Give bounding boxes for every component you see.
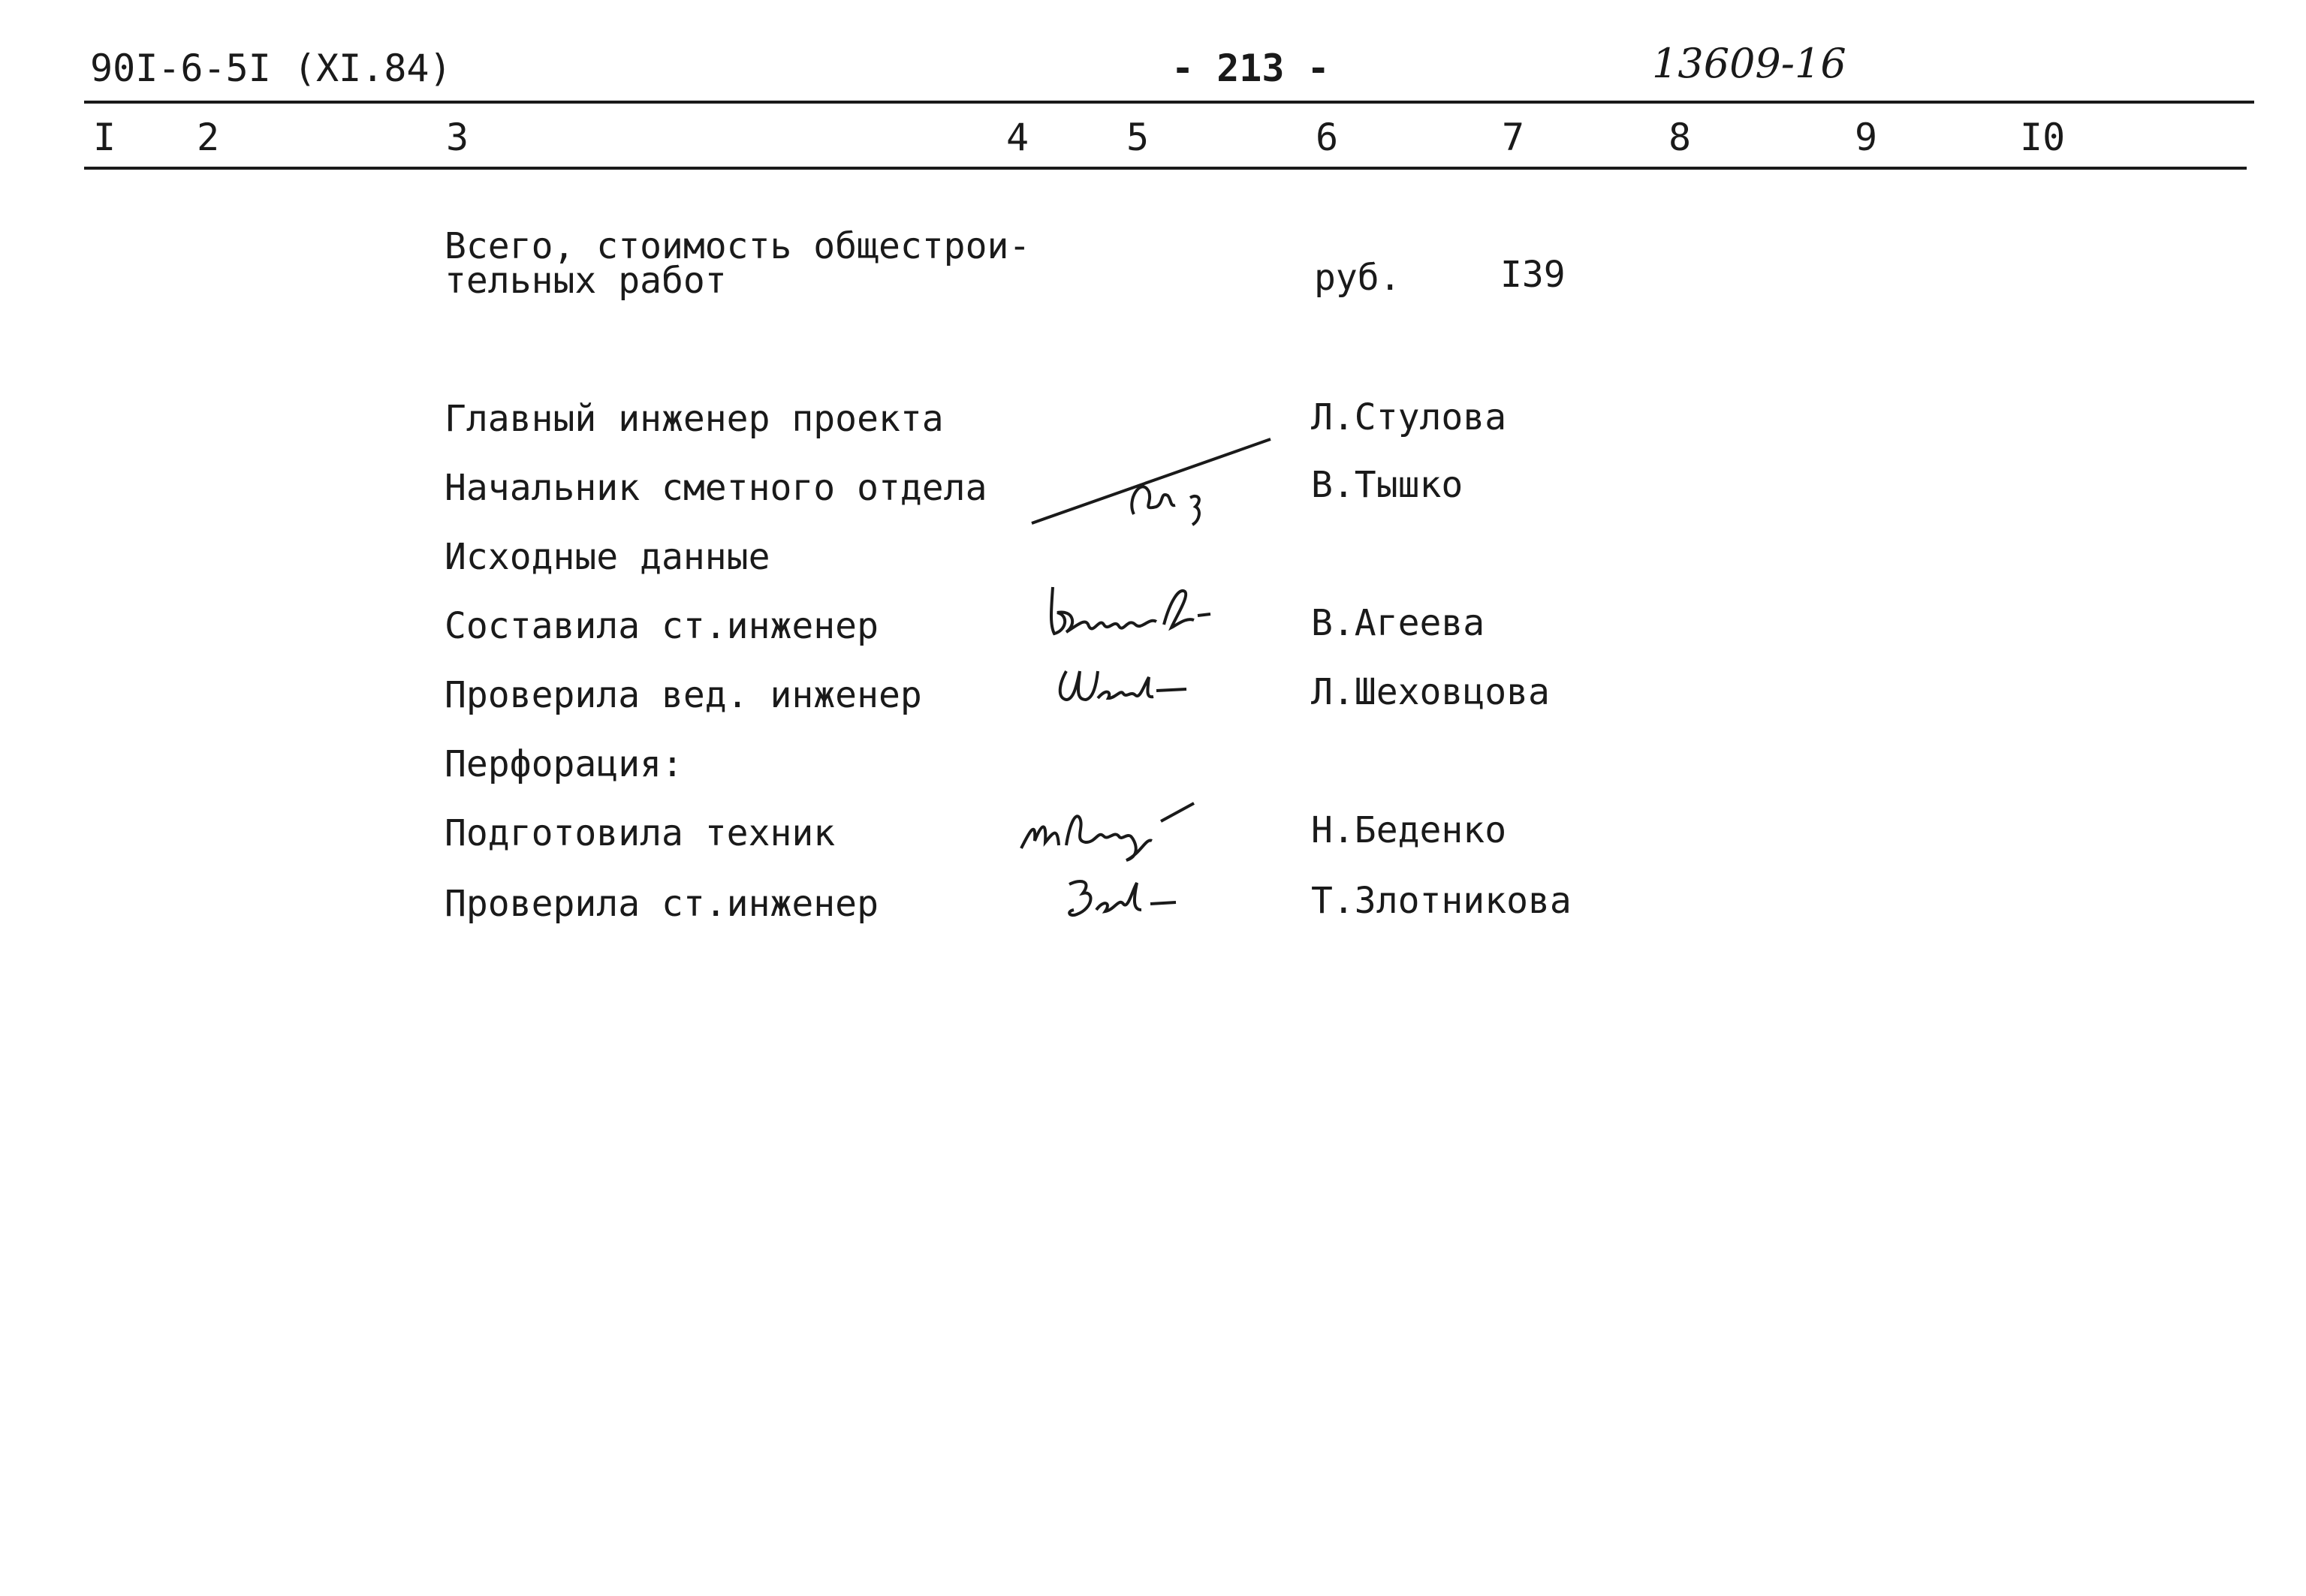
column-number: 3: [446, 116, 469, 159]
signature: [1051, 655, 1201, 715]
total-label-line2: тельных работ: [445, 260, 727, 302]
total-value: I39: [1500, 254, 1566, 296]
signature: [1029, 432, 1284, 537]
signature: [1044, 572, 1224, 647]
document-code: 90I-6-5I (XI.84): [90, 47, 452, 90]
total-label-line1: Всего, стоимость общестрои-: [445, 225, 1031, 267]
header-bottom-rule: [84, 167, 2247, 170]
total-unit: руб.: [1314, 257, 1401, 299]
column-number: 8: [1668, 116, 1692, 159]
signature: [1014, 788, 1209, 863]
approval-role: Составила ст.инженер: [445, 605, 879, 647]
approval-role: Проверила вед. инженер: [445, 674, 922, 716]
column-number: I0: [2020, 116, 2066, 159]
approval-name: Л.Шеховцова: [1311, 671, 1550, 713]
approval-role: Проверила ст.инженер: [445, 883, 879, 925]
approval-name: Т.Злотникова: [1311, 880, 1572, 922]
column-number: 2: [197, 116, 220, 159]
approval-role: Главный инженер проекта: [445, 398, 944, 440]
inventory-number: 13609-16: [1652, 40, 1846, 87]
approval-name: В.Тышко: [1311, 464, 1463, 506]
approval-role: Подготовила техник: [445, 812, 836, 854]
column-number: 5: [1126, 116, 1150, 159]
header-top-rule: [84, 101, 2254, 104]
column-number: 4: [1006, 116, 1029, 159]
approval-name: Л.Стулова: [1311, 396, 1507, 438]
column-number: 9: [1855, 116, 1878, 159]
approval-name: В.Агеева: [1311, 602, 1485, 644]
approval-role: Исходные данные: [445, 536, 770, 578]
page-number: - 213 -: [1171, 47, 1330, 90]
signature: [1059, 868, 1194, 928]
column-number: I: [93, 116, 116, 159]
column-number: 7: [1502, 116, 1525, 159]
approval-role: Перфорация:: [445, 743, 683, 785]
column-number: 6: [1316, 116, 1339, 159]
approval-name: Н.Беденко: [1311, 809, 1507, 851]
approval-role: Начальник сметного отдела: [445, 467, 987, 509]
